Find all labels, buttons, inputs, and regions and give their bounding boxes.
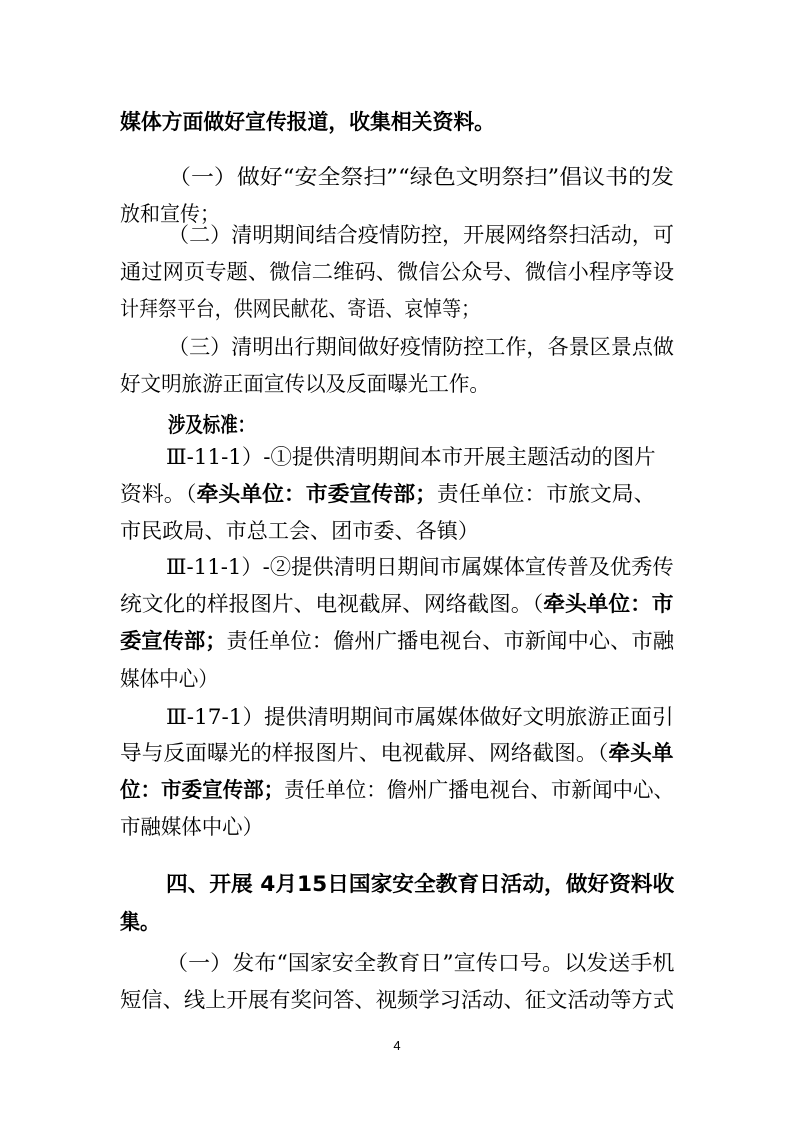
text-span: （三）清明出行期间做好疫情防控工作，各景区景点做	[168, 335, 675, 359]
text-span: 责任单位：儋州广播电视台、市新闻中心、市融	[226, 629, 675, 653]
bold-text-span: 牵头单位：市	[543, 592, 674, 616]
text-line	[166, 700, 674, 734]
text-span: 通过网页专题、微信二维码、微信公众号、微信小程序等设	[120, 260, 675, 284]
text-span: 资料。（	[120, 482, 197, 506]
text-line	[166, 550, 674, 584]
text-line	[120, 983, 674, 1017]
text-span: 责任单位：儋州广播电视台、市新闻中心、	[284, 778, 675, 802]
text-span: 责任单位：市旅文局、	[436, 482, 656, 506]
text-line	[120, 514, 479, 548]
bold-text-span: 涉及标准：	[168, 413, 256, 437]
text-line	[120, 255, 674, 289]
text-span: （二）清明期间结合疫情防控，开展网络祭扫活动，可	[168, 223, 675, 247]
text-line	[120, 736, 673, 770]
text-line	[166, 867, 674, 901]
bold-text-span: 牵头单位：市委宣传部；	[196, 482, 437, 506]
text-span: 好文明旅游正面宣传以及反面曝光工作。	[120, 372, 490, 396]
text-span: （一）发布“国家安全教育日”宣传口号。以发送手机	[166, 951, 675, 975]
bold-text-span: 位：市委宣传部；	[120, 778, 285, 802]
bold-text-span: 集。	[120, 910, 161, 934]
text-span: 短信、线上开展有奖问答、视频学习活动、征文活动等方式	[120, 988, 675, 1012]
text-line	[168, 408, 255, 442]
page-number: 4	[393, 1038, 401, 1053]
text-span: 导与反面曝光的样报图片、电视截屏、网络截图。（	[120, 741, 609, 765]
bold-text-span: 牵头单	[608, 741, 674, 765]
text-span: Ⅲ-17-1）提供清明期间市属媒体做好文明旅游正面引	[166, 705, 674, 729]
text-line	[120, 292, 480, 326]
text-line	[168, 160, 674, 194]
text-line	[168, 330, 674, 364]
text-line	[120, 587, 673, 621]
text-span: 放和宣传；	[120, 202, 221, 226]
text-line	[120, 662, 218, 696]
text-span: 统文化的样报图片、电视截屏、网络截图。（	[120, 592, 544, 616]
text-line	[120, 477, 655, 511]
bold-text-span: 委宣传部；	[120, 629, 227, 653]
text-span: （一）做好“安全祭扫”“绿色文明祭扫”倡议书的发	[168, 165, 674, 189]
bold-text-span: 四、开展 4月15日国家安全教育日活动，做好资料收	[166, 872, 675, 896]
text-line	[166, 946, 675, 980]
text-span: 媒体中心）	[120, 667, 218, 691]
text-line	[120, 367, 490, 401]
text-line	[166, 440, 656, 474]
text-line	[120, 810, 263, 844]
text-span: 市融媒体中心）	[120, 815, 264, 839]
text-span: 市民政局、市总工会、团市委、各镇）	[120, 519, 479, 543]
text-line	[168, 218, 674, 252]
text-line	[120, 624, 674, 658]
text-line	[120, 905, 160, 939]
text-span: Ⅲ-11-1）-②提供清明日期间市属媒体宣传普及优秀传	[166, 555, 674, 579]
text-span: 计拜祭平台，供网民献花、寄语、哀悼等；	[120, 297, 481, 321]
text-line	[120, 105, 495, 139]
text-line	[120, 773, 674, 807]
text-span: Ⅲ-11-1）-①提供清明期间本市开展主题活动的图片	[166, 445, 656, 469]
bold-text-span: 媒体方面做好宣传报道，收集相关资料。	[120, 110, 496, 134]
